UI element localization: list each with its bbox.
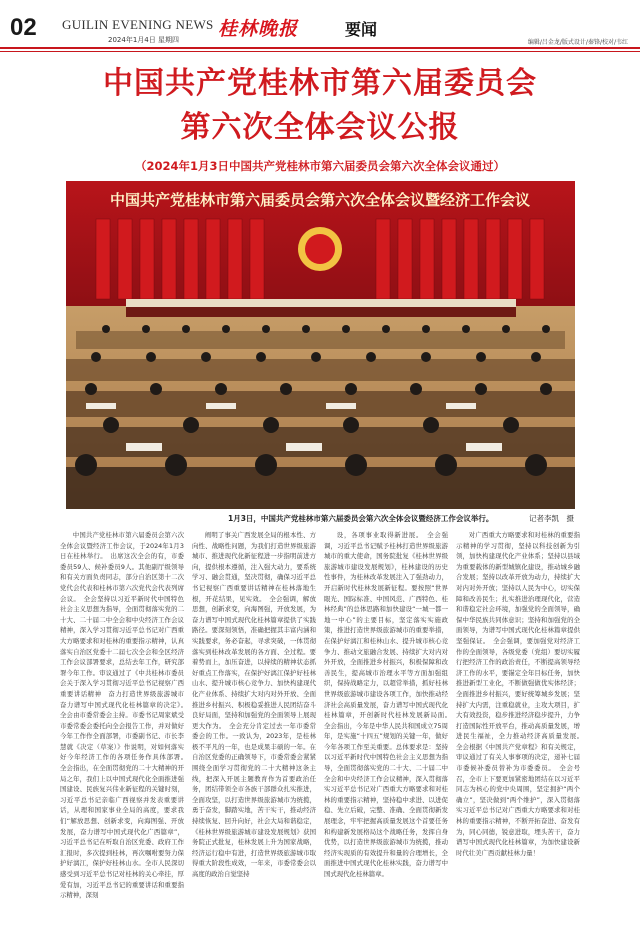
photo-caption: 1月3日，中国共产党桂林市第六届委员会第六次全体会议暨经济工作会议举行。 bbox=[228, 514, 494, 523]
article-column-1 bbox=[60, 530, 191, 924]
column-text: 设，各项事业取得新进展。 全会强调，习近平总书记赋予桂林打造世界级旅游城市的重大使命，国务院批复《桂林世界级旅游城市建设发展规划》，桂林建设的历史性事件，为桂林改革发展注入了强劲动力，开启新时代桂林发展新征程。要按照“世界眼光、国际标准、中国风范、广西特色、桂林经典”的总体思路和加快建设“一城一都一地一中心”的主要目标，坚定落实实施政策，推进打造世界级旅游城市的重要举措，在保护好漓江和桂林山水、提升城市核心竞争力、推动文旅融合发展、持续扩大对内对外开放，全面推进乡村振兴，积极保障和改善民生，提高城市治理水平等方面加强组织，保持战略定力，以超常举措，抓好桂林世界级旅游城市建设各项工作，加快推动经济社会高质量发展，奋力谱写中国式现代化桂林篇章，开创新时代桂林发展新局面。 全会指出，今年是中华人民共和国成立75周年，是实施“十四五”规划的关键一年，做好今年各项工作至关重要。总体要求是：坚持以习近平新时代中国特色社会主义思想为指导，全面贯彻落实党的二十大、二十届二中全会和中央经济工作会议精神，深入贯彻落实习近平总书记对广西重大方略要求和对桂林的重要指示精神，坚持稳中求进、以进促稳、先立后破，完整、准确、全面贯彻新发展理念，牢牢把握高质量发展这个首要任务和构建新发展格局这个战略任务，发挥自身优势，以打造世界级旅游城市为统揽，推动经济实现质的有效提升和量的合理增长，全面推进中国式现代化桂林实践，奋力谱写中国式现代化桂林篇章。 bbox=[324, 531, 455, 878]
meeting-photo bbox=[66, 181, 575, 509]
column-text: 对广西重大方略要求和对桂林的重要指示精神的学习贯彻，坚持以科技创新为引领，加快构建现代化产业体系；坚持以县域为重要载体的新型城镇化建设，推动城乡融合发展；坚持以改革开放为动力，持续扩大对内对外开放；坚持以人民为中心，切实保障和改善民生；扎实推进治理现代化，营造和谐稳定社会环境，加强党的全面领导，确保中华民族共同体意识；坚持和加强党的全面领导，为谱写中国式现代化桂林篇章提供坚强保证。 全会强调，要加强党对经济工作的全面领导，各级党委（党组）要切实履行把经济工作的政治责任，不断提高领导经济工作的水平，要锚定全年目标任务，加快推进新型工业化，不断做强做优实体经济；全面推进乡村振兴，要好统筹城乡发展；坚持扩大内需，注重稳就业，主攻大项目，扩大有效投资，稳步推进经济稳步提升，力争打造国际性开放平台，推动高质量发展，增进民生福祉，全力推动经济高质量发展。 全会根据《中国共产党章程》和有关规定，审议通过了有关人事事项的决定，递补七届市委候补委员替补为市委委员。 全会号召，全市上下要更加紧密地团结在以习近平同志为核心的党中央周围，坚定拥护“两个确立”，坚决做到“两个维护”，深入贯彻落实习近平总书记对广西重大方略要求和对桂林的重要指示精神，不断开拓奋进、奋发有为，同心同德，锐意进取，埋头苦干，奋力谱写中国式现代化桂林篇章，为加快建设新时代壮美广西贡献桂林力量！ bbox=[456, 531, 587, 857]
section-title: 要闻 bbox=[345, 20, 378, 39]
headline-line-1: 中国共产党桂林市第六届委员会 bbox=[103, 66, 537, 101]
masthead bbox=[0, 0, 640, 48]
rostrum-front bbox=[126, 307, 516, 317]
subheadline: （2024年1月3日中国共产党桂林市第六届委员会第六次全体会议通过） bbox=[134, 159, 505, 173]
headline bbox=[0, 62, 640, 150]
party-emblem-inner bbox=[305, 234, 335, 264]
article-column-2 bbox=[192, 530, 316, 924]
masthead-rule bbox=[0, 47, 640, 49]
article-column-4 bbox=[456, 530, 587, 924]
masthead-rule-thin bbox=[0, 51, 640, 52]
headline-line-2: 第六次全体会议公报 bbox=[180, 110, 460, 145]
editor-credits: 编辑/吕金龙/版式设计/秦锋/校对/韦红 bbox=[527, 39, 628, 46]
column-text: 阐明了事关广西发展全局的根本性、方向性、战略性问题，为我们打造世界级旅游城市、推进现代化新征程进一步指明前进方向，提供根本遵循，注入强大动力，要系统学习、融会贯通，坚决贯彻，确保习近平总书记视察广西重要讲话精神在桂林落地生根，开花结果，见实效。 全会强调，解放思想，创新求变，向海图强，开放发展，为奋力谱写中国式现代化桂林篇章提供了实践路径。要深刻领悟，准确把握其丰富内涵和实践要求，务必奋起，寻求突破，一体贯彻落实到桂林改革发展的各方面、全过程。要着势而上，加压奋进，以持续的精神状态抓好重点工作落实，在保护好漓江保护好桂林山水、提升城市核心竞争力、加快构建现代化产业体系、持续扩大对内对外开放、全面推进乡村振兴、积极稳妥推进人民团结奋斗良好局面，坚持和加强党的全面领导上展现更大作为。 全会充分肯定过去一年市委常委会的工作。一致认为，2023年，是桂林极不平凡的一年，也是成果丰硕的一年。在自治区党委的正确领导下，市委常委会紧紧围绕全面学习贯彻党的二十大精神这条主线，把深入开展主题教育作为首要政治任务，团结带领全市各族干部群众扎实推进，全面攻坚，以打造世界级旅游城市为统揽，勇于奋发，脚踏实地，苦干实干，推动经济持续恢复、回升向好，社会大局和谐稳定，《桂林世界级旅游城市建设发展规划》获国务院正式批复，桂林发展上升为国家战略，经济运行稳中有进，打造世界级旅游城市取得重大阶段性成效，一年来，市委常委会以高度的政治自觉坚持 bbox=[192, 531, 316, 878]
page-number: 02 bbox=[10, 14, 37, 41]
photo-credit: 记者李凯 摄 bbox=[529, 514, 574, 523]
photo-banner-text: 中国共产党桂林市第六届委员会第六次全体会议暨经济工作会议 bbox=[109, 191, 531, 209]
issue-date: 2024年1月4日 星期四 bbox=[108, 36, 179, 44]
column-text: 中国共产党桂林市第六届委员会第六次全体会议暨经济工作会议，于2024年1月3日在桂林举行。 出席这次全会的有，市委委员59人、候补委员9人。其他副厅级领导和有关方面负责同志，部分自治区第十二次党代会代表和桂林市第六次党代会代表列席会议。 全会坚持以习近平新时代中国特色社会主义思想为指导，全面贯彻落实党的二十大、二十届二中全会和中央经济工作会议精神，深入学习贯彻习近平总书记对广西重大方略要求和对桂林的重要指示精神，认真落实自治区党委十二届七次全会和全区经济工作会议部署要求，总结去年工作，研究部署今年工作。审议通过了《中共桂林市委员会关于深入学习贯彻习近平总书记视察广西重要讲话精神 奋力打造世界级旅游城市 奋力谱写中国式现代化桂林篇章的决定》。 全会由市委常委会主持。市委书记周家斌受市委常委会委托向全会报告工作，并对做好今年工作作全面部署，市委副书记、市长李慧就《决定（草案）》作说明，对如何落实好今年经济工作的各项任务作具体部署。 全会指出，在全面贯彻党的二十大精神的开局之年，我们上以中国式现代化全面推进强国建设、民族复兴伟业新征程的关键时刻，习近平总书记亲临广西视察并发表重要讲话，从理和国家事业全局的高度，要求我们“解放思想、创新求变，向海图强、开放发展，奋力谱写中国式现代化广西篇章”，习近平总书记在听取自治区党委、政府工作汇报时，多次提到桂林，再次嘱咐要努力保护好漓江，保护好桂林山水。全市人民深切感受到习近平总书记对桂林的关心牵挂，厚爱有加，习近平总书记的重要讲话和重要指示精神，深刻 bbox=[60, 531, 191, 900]
article-column-3 bbox=[324, 530, 455, 924]
article-body bbox=[60, 530, 587, 924]
paper-logo: 桂林晚报 bbox=[218, 18, 299, 40]
paper-name-english: GUILIN EVENING NEWS bbox=[62, 17, 214, 32]
